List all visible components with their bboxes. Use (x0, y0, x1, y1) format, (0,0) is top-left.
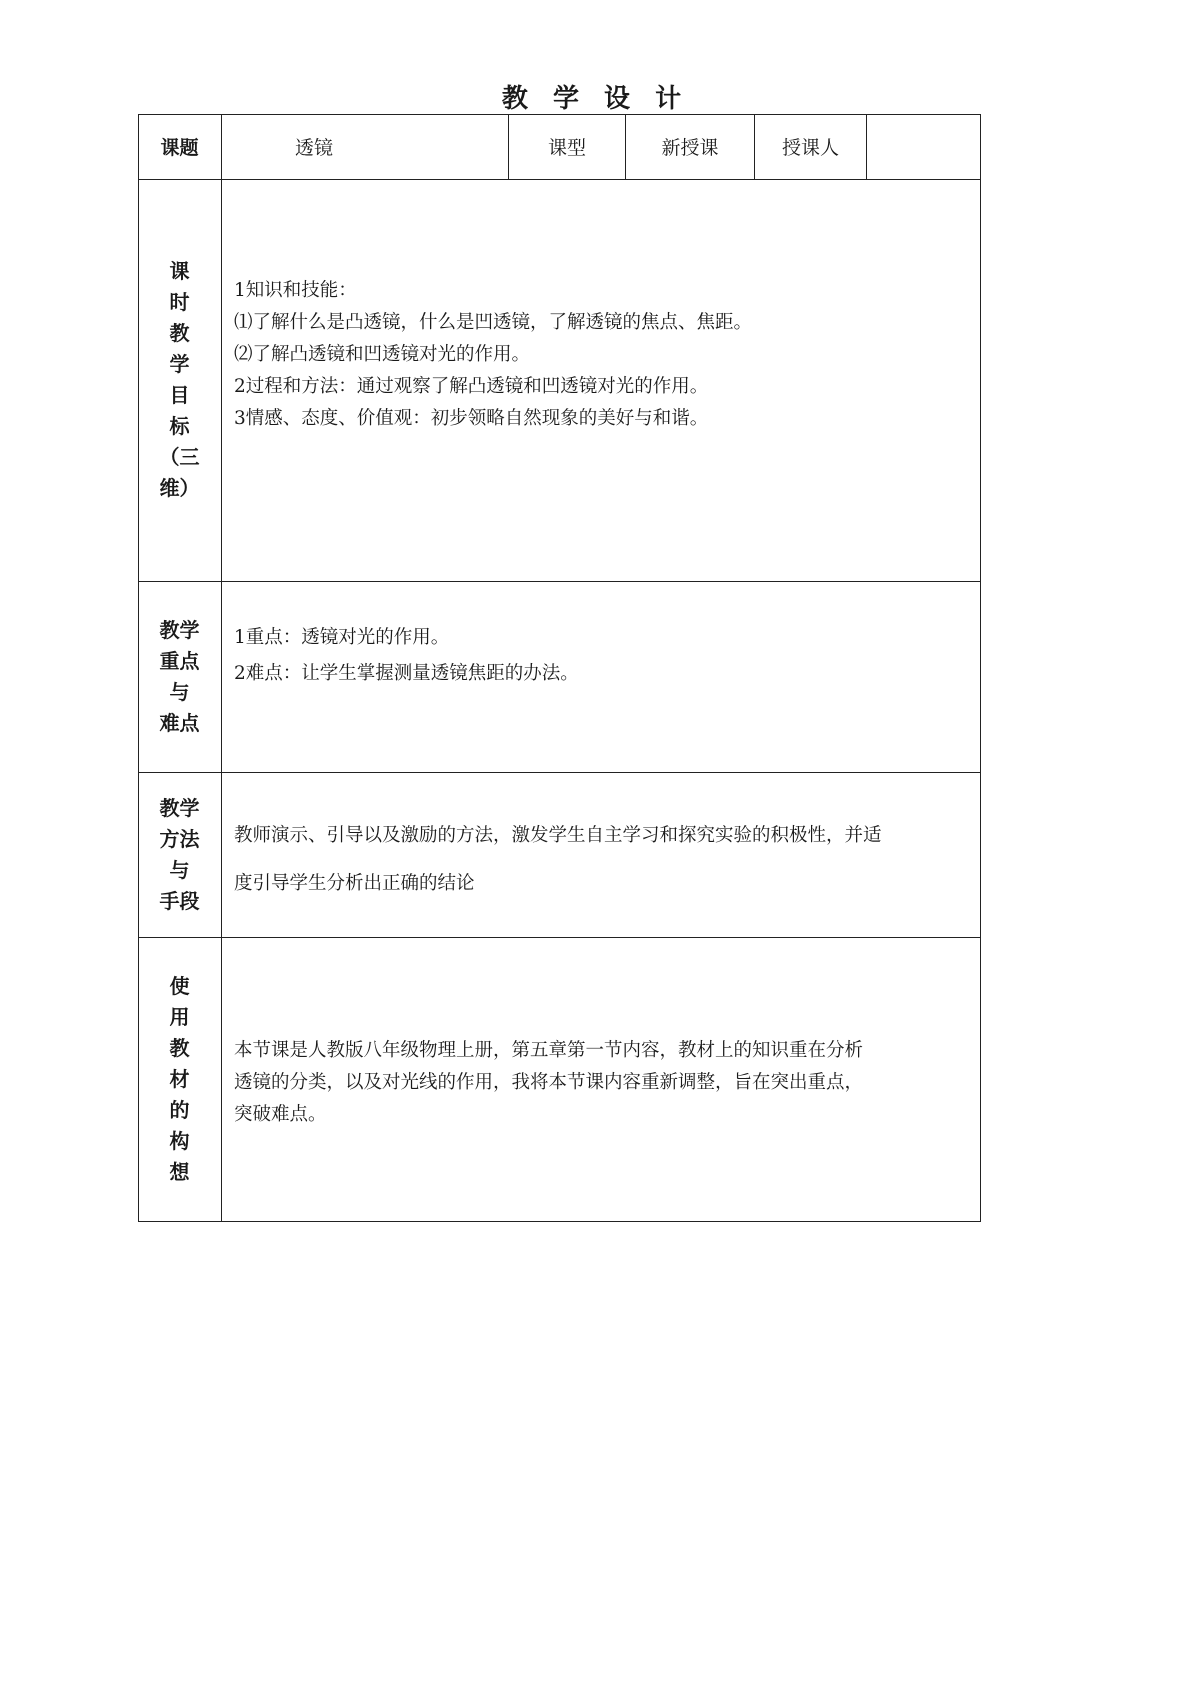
material-line: 本节课是人教版八年级物理上册，第五章第一节内容，教材上的知识重在分析 (234, 1040, 864, 1061)
key-point-line: 1重点：透镜对光的作用。 (234, 627, 450, 648)
objective-line: ⑴了解什么是凸透镜，什么是凹透镜，了解透镜的焦点、焦距。 (234, 312, 753, 333)
type-label: 课型 (547, 137, 586, 159)
row-divider (138, 937, 981, 938)
teacher-value (867, 114, 981, 179)
objective-line: 3情感、态度、价值观：初步领略自然现象的美好与和谐。 (234, 408, 709, 429)
materials-content (234, 1035, 969, 1131)
method-line: 教师演示、引导以及激励的方法，激发学生自主学习和探究实验的积极性，并适 (234, 825, 882, 846)
objective-line: 1知识和技能： (234, 280, 357, 301)
page-title: 教 学 设 计 (501, 84, 690, 114)
row-divider (138, 772, 981, 773)
objectives-label: 课 时 教 学 目 标 （三 维） (159, 259, 200, 500)
methods-content (234, 812, 969, 908)
topic-value: 透镜 (295, 137, 334, 159)
key-points-content (234, 620, 969, 692)
topic-label: 课题 (160, 137, 199, 159)
row-divider (138, 581, 981, 582)
column-divider (221, 114, 222, 1222)
objective-line: 2过程和方法：通过观察了解凸透镜和凹透镜对光的作用。 (234, 376, 709, 397)
objective-line: ⑵了解凸透镜和凹透镜对光的作用。 (234, 344, 531, 365)
methods-label: 教学 方法 与 手段 (159, 795, 200, 913)
materials-label: 使 用 教 材 的 构 想 (169, 974, 190, 1184)
material-line: 透镜的分类，以及对光线的作用，我将本节课内容重新调整，旨在突出重点， (234, 1072, 864, 1093)
teacher-label: 授课人 (781, 137, 839, 159)
objectives-content (234, 275, 969, 435)
row-divider (138, 179, 981, 180)
type-value: 新授课 (661, 137, 719, 159)
key-points-label: 教学 重点 与 难点 (159, 617, 200, 735)
method-line: 度引导学生分析出正确的结论 (234, 873, 475, 894)
key-point-line: 2难点：让学生掌握测量透镜焦距的办法。 (234, 663, 579, 684)
material-line: 突破难点。 (234, 1104, 327, 1125)
